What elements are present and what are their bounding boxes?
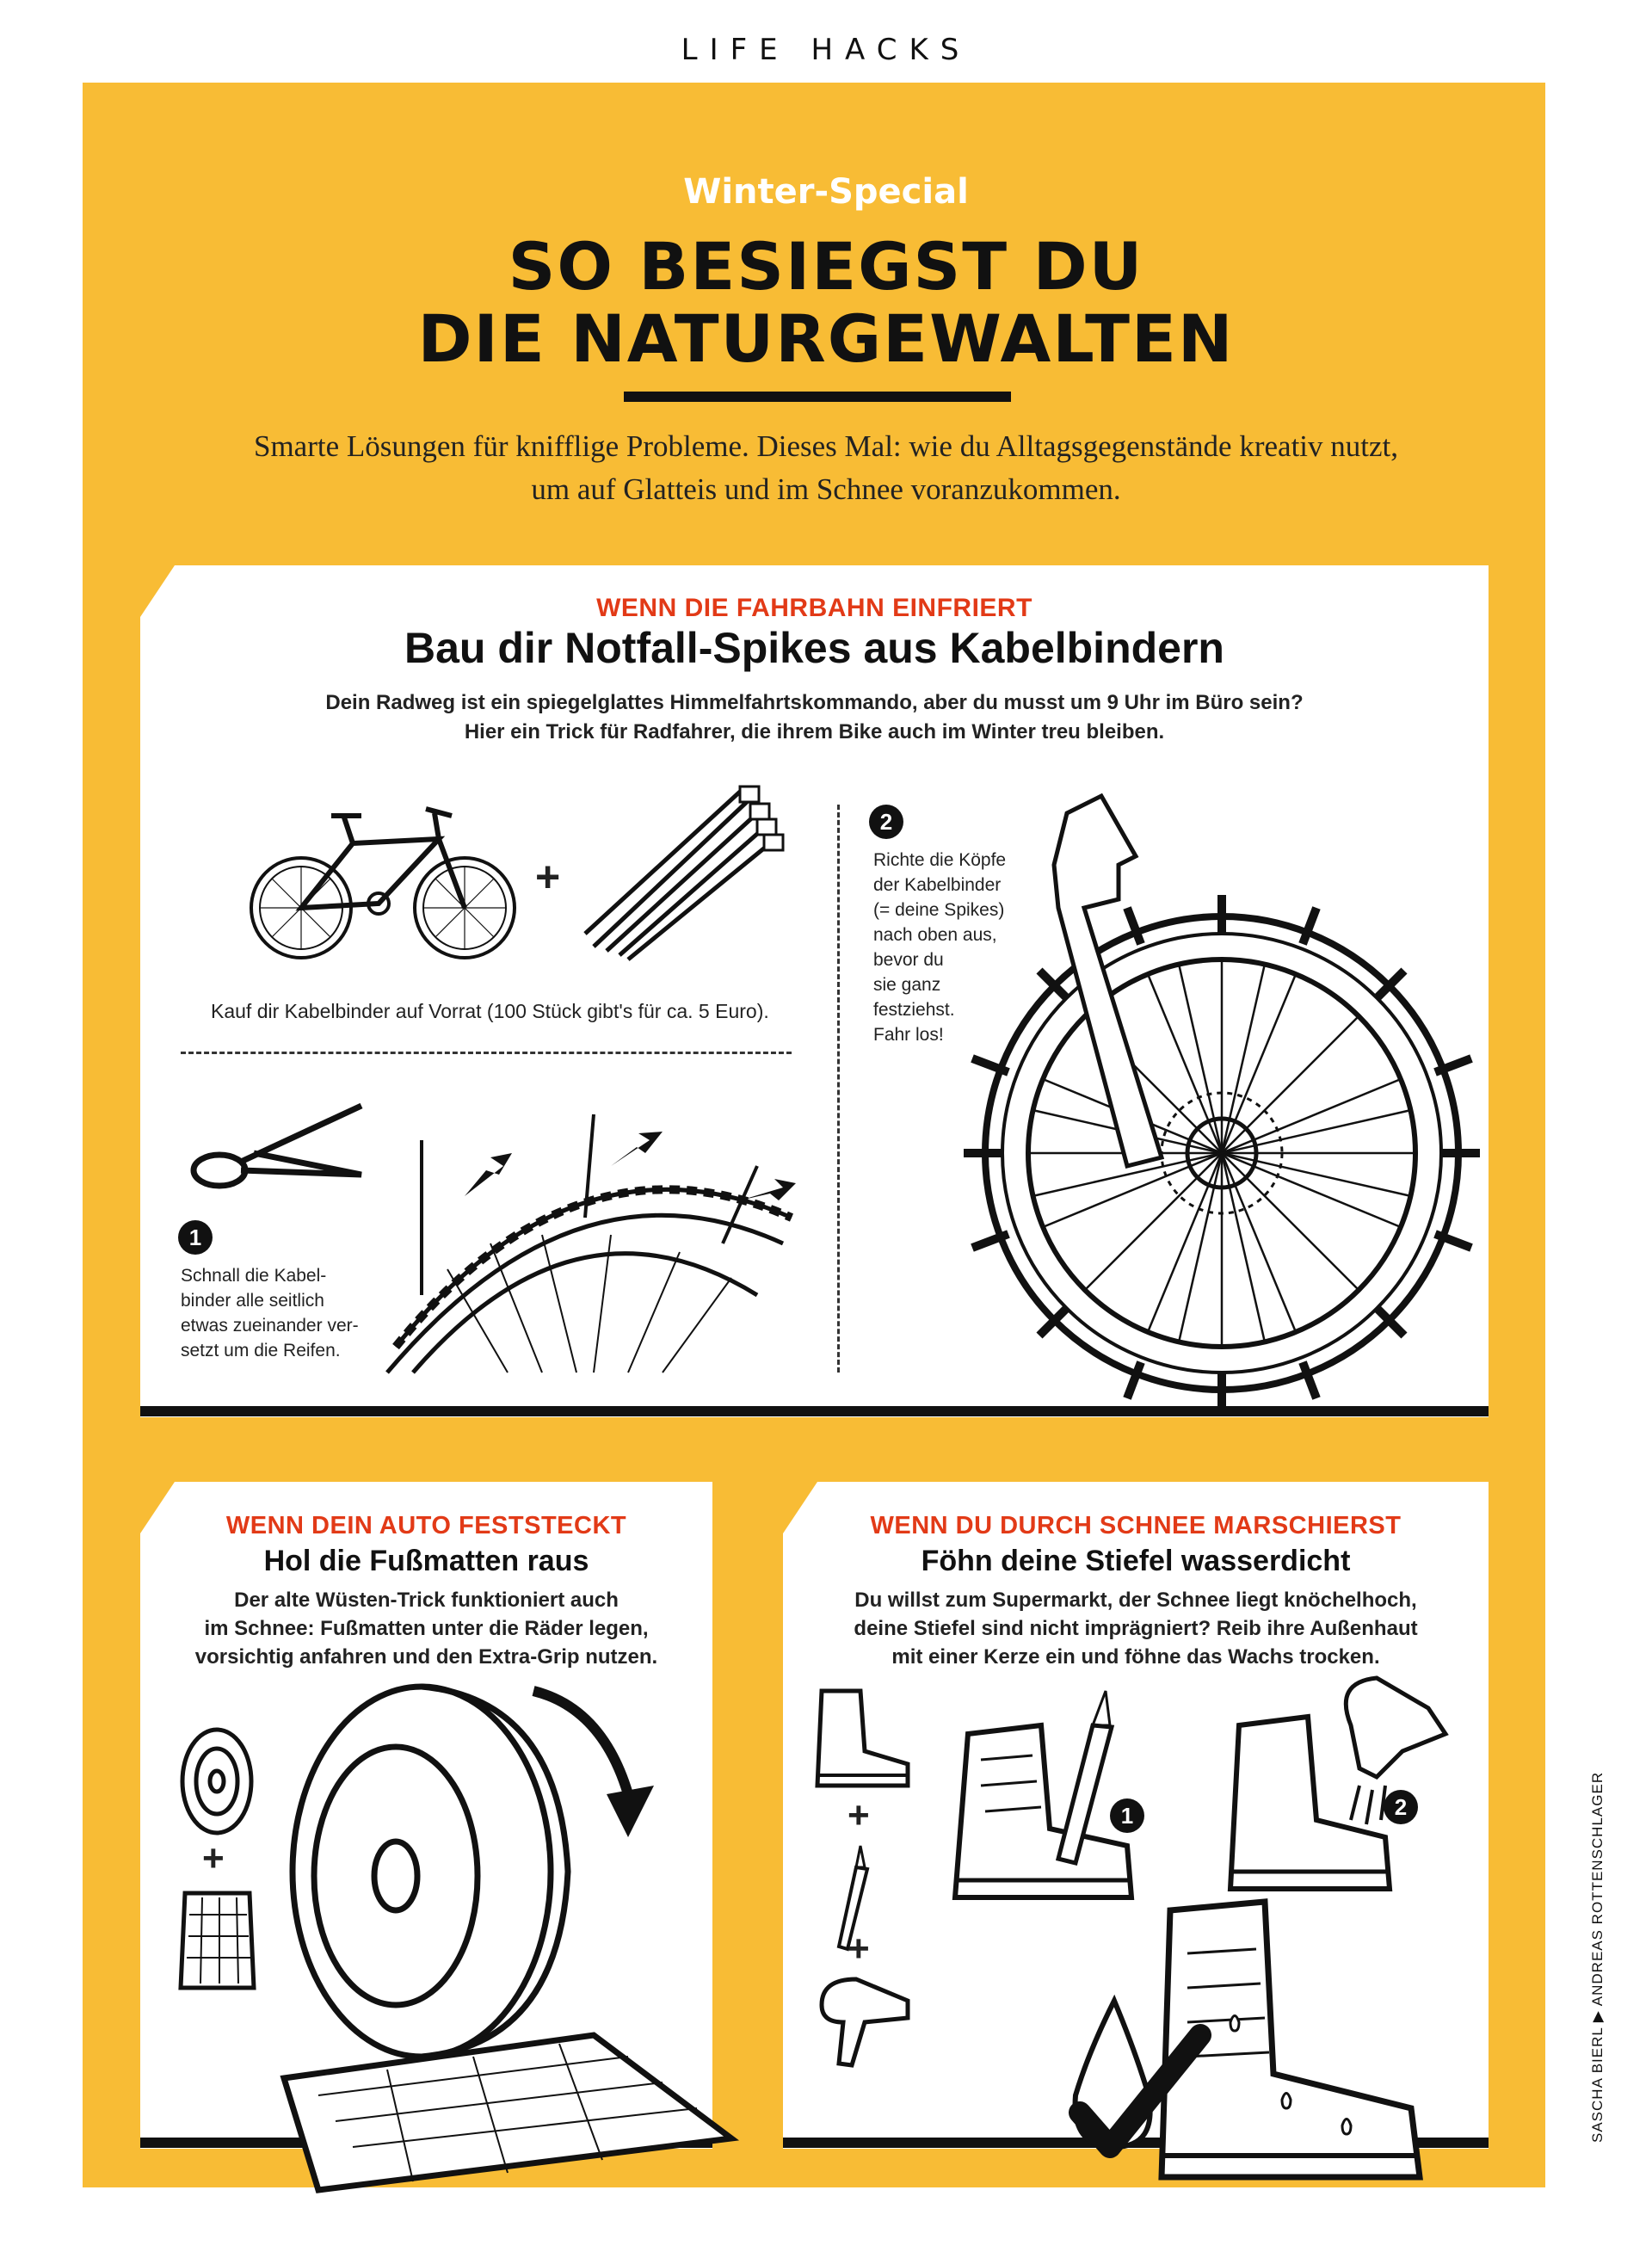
- plus-sign-bike: +: [535, 853, 561, 901]
- hero-kicker: Winter-Special: [683, 172, 969, 212]
- bike-step-1-line-4: setzt um die Reifen.: [181, 1341, 341, 1360]
- bike-section-desc: [140, 688, 1489, 747]
- bike-step-2-line-4: nach oben aus,: [873, 925, 997, 945]
- car-tire-on-mat-illustration: [284, 1674, 714, 2169]
- car-desc-line-3: vorsichtig anfahren und den Extra-Grip nutzen.: [194, 1645, 658, 1669]
- bike-desc-line-1: Dein Radweg ist ein spiegelglattes Himmelfahrtskommando, aber du musst um 9 Uhr im Büro sein?: [325, 691, 1304, 714]
- bike-desc-line-2: Hier ein Trick für Radfahrer, die ihrem Bike auch im Winter treu bleiben.: [464, 720, 1165, 743]
- bike-caption: Kauf dir Kabelbinder auf Vorrat (100 Stück gibt's für ca. 5 Euro).: [211, 1000, 769, 1022]
- bike-step-1-line-2: binder alle seitlich: [181, 1291, 324, 1311]
- wheel-with-spikes-illustration: [955, 796, 1506, 1428]
- plus-sign-boots-1: +: [848, 1794, 870, 1836]
- small-boot-icon: [804, 1682, 916, 1794]
- boots-desc-line-3: mit einer Kerze ein und föhne das Wachs trocken.: [891, 1645, 1380, 1669]
- car-section-title: Hol die Fußmatten raus: [263, 1545, 589, 1577]
- boots-desc-line-1: Du willst zum Supermarkt, der Schnee liegt knöchelhoch,: [854, 1589, 1417, 1612]
- boots-section-label: WENN DU DURCH SCHNEE MARSCHIERST: [870, 1512, 1402, 1539]
- plus-sign-car: +: [202, 1837, 225, 1879]
- bike-step-2-line-8: Fahr los!: [873, 1025, 944, 1045]
- bike-divider-vertical: [837, 805, 840, 1373]
- section-header: LIFE HACKS: [681, 33, 971, 67]
- water-drop-checkmark-icon: [1063, 2001, 1235, 2173]
- bike-step-1-line-3: etwas zueinander ver-: [181, 1316, 359, 1336]
- small-tire-icon: [176, 1725, 258, 1837]
- bicycle-illustration: [241, 800, 525, 964]
- intro-line-1: Smarte Lösungen für knifflige Probleme. Dieses Mal: wie du Alltagsgegenstände kreativ nutzt,: [253, 429, 1399, 463]
- bike-step-2-line-6: sie ganz: [873, 975, 941, 995]
- title-line-1: SO BESIEGST DU: [508, 228, 1144, 305]
- boot-with-hairdryer-step-2: [1222, 1674, 1463, 1897]
- photo-credit: [1589, 1764, 1624, 2143]
- boots-desc-line-2: deine Stiefel sind nicht imprägniert? Reib ihre Außenhaut: [854, 1617, 1418, 1640]
- small-floor-mat-icon: [176, 1885, 258, 1996]
- bike-step-2-badge: 2: [869, 805, 903, 839]
- bike-step-2-line-3: (= deine Spikes): [873, 900, 1005, 920]
- page-title: [0, 228, 1652, 377]
- car-section-desc: [140, 1586, 712, 1671]
- car-section-label: WENN DEIN AUTO FESTSTECKT: [225, 1512, 627, 1539]
- bike-step-2-line-1: Richte die Köpfe: [873, 850, 1007, 870]
- boots-step-1-badge: 1: [1110, 1798, 1144, 1833]
- bike-step-2-line-2: der Kabelbinder: [873, 875, 1002, 895]
- bike-step-1-badge: 1: [178, 1220, 213, 1255]
- boots-step-2-badge: 2: [1384, 1790, 1418, 1824]
- bike-step-2-line-7: festziehst.: [873, 1000, 955, 1020]
- bike-step-1-line-1: Schnall die Kabel-: [181, 1266, 327, 1286]
- small-hairdryer-icon: [813, 1971, 916, 2074]
- intro-text: [138, 425, 1514, 511]
- intro-line-2: um auf Glatteis und im Schnee voranzukommen.: [531, 472, 1121, 506]
- car-desc-line-2: im Schnee: Fußmatten unter die Räder legen,: [204, 1617, 649, 1640]
- scissors-icon: [181, 1089, 370, 1200]
- tire-with-ties-illustration: [370, 1089, 826, 1373]
- credit-text: SASCHA BIERL ▶ ANDREAS ROTTENSCHLAGER: [1589, 1771, 1606, 2143]
- title-rule: [624, 392, 1011, 402]
- title-line-2: DIE NATURGEWALTEN: [417, 300, 1235, 377]
- boots-section-title: Föhn deine Stiefel wasserdicht: [921, 1545, 1351, 1577]
- bike-step-1-text: [181, 1263, 359, 1363]
- bike-section-label: WENN DIE FAHRBAHN EINFRIERT: [596, 594, 1032, 622]
- car-desc-line-1: Der alte Wüsten-Trick funktioniert auch: [234, 1589, 619, 1612]
- bike-section-title: Bau dir Notfall-Spikes aus Kabelbindern: [404, 624, 1224, 672]
- boots-section-desc: [783, 1586, 1489, 1671]
- bike-step-2-line-5: bevor du: [873, 950, 944, 970]
- bike-divider-horizontal: [181, 1052, 792, 1054]
- cable-ties-illustration: [576, 783, 792, 964]
- plus-sign-boots-2: +: [848, 1928, 870, 1970]
